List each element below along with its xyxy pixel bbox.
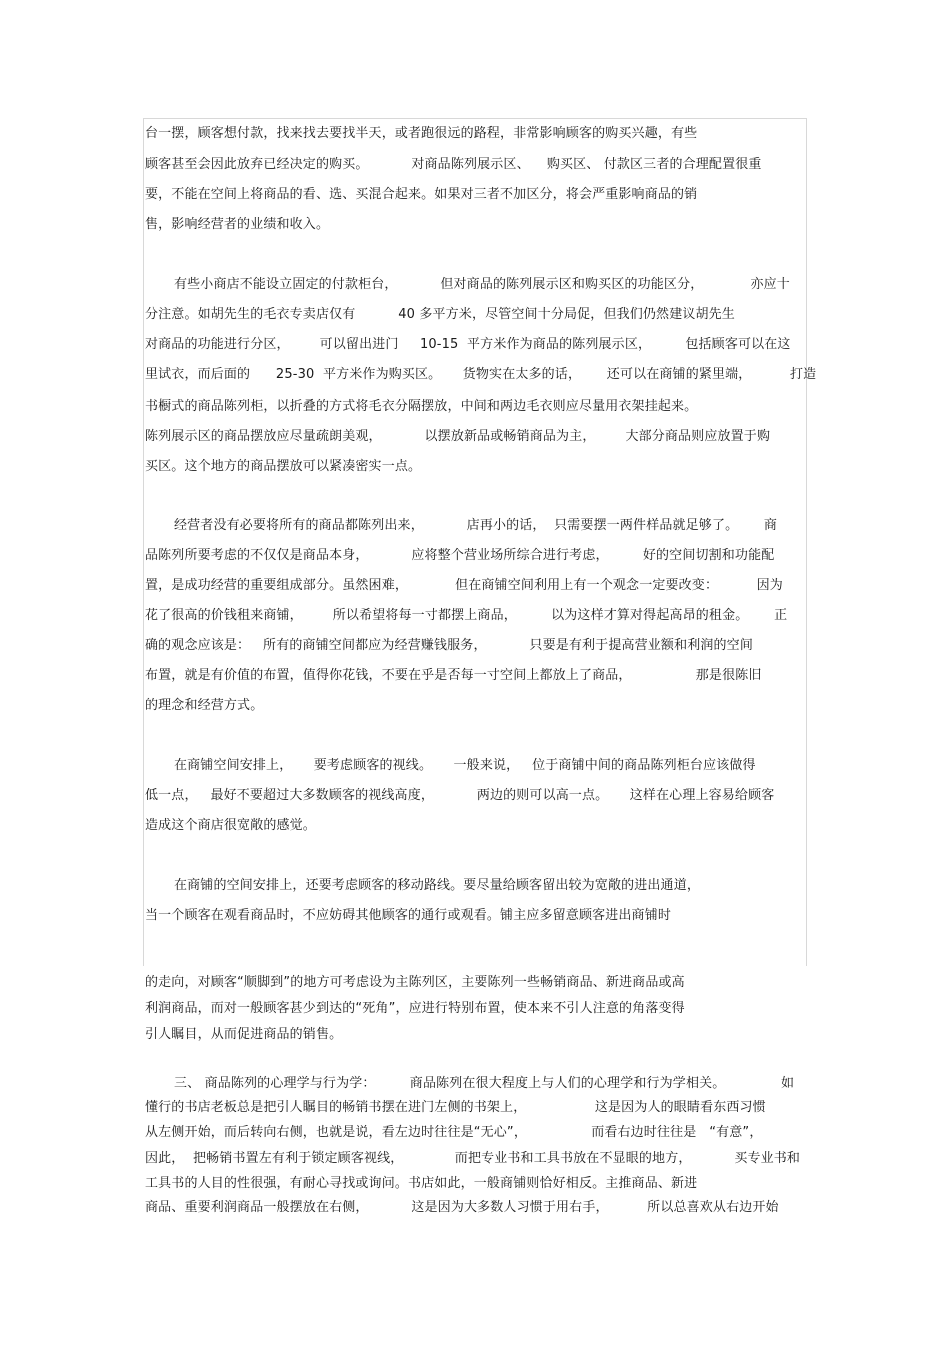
text-line: 品陈列所要考虑的不仅仅是商品本身， 应将整个营业场所综合进行考虑， 好的空间切割和功能配 [145,548,775,563]
text-line: 花了很高的价钱租来商铺， 所以希望将每一寸都摆上商品， 以为这样才算对得起高昂的租金。 正 [145,608,788,623]
paragraph-first-line: 经营者没有必要将所有的商品都陈列出来， 店再小的话， 只需要摆一两件样品就足够了。 商 [174,518,778,533]
text-line: 里试衣，而后面的 25-30 平方米作为购买区。 货物实在太多的话， 还可以在商铺的紧里端， 打造 [145,367,817,382]
page-frame-left-border [143,118,144,966]
text-line: 对商品的功能进行分区， 可以留出进门 10-15 平方米作为商品的陈列展示区， 包括顾客可以在这 [145,337,791,352]
text-line: 商品、重要利润商品一般摆放在右侧， 这是因为大多数人习惯于用右手， 所以总喜欢从右边开始 [145,1200,779,1215]
page-frame-top-border [143,118,807,119]
text-line: 当一个顾客在观看商品时，不应妨碍其他顾客的通行或观看。铺主应多留意顾客进出商铺时 [145,908,672,923]
text-line: 买区。这个地方的商品摆放可以紧凑密实一点。 [145,459,422,474]
text-line: 造成这个商店很宽敞的感觉。 [145,818,316,833]
text-line: 分注意。如胡先生的毛衣专卖店仅有 40 多平方米，尽管空间十分局促，但我们仍然建议胡先生 [145,307,735,322]
paragraph-first-line: 在商铺的空间安排上，还要考虑顾客的移动路线。要尽量给顾客留出较为宽敞的进出通道， [174,878,701,893]
text-line: 确的观念应该是： 所有的商铺空间都应为经营赚钱服务， 只要是有利于提高营业额和利润的空间 [145,638,753,653]
paragraph-first-line: 有些小商店不能设立固定的付款柜台， 但对商品的陈列展示区和购买区的功能区分， 亦应十 [174,277,790,292]
section-heading-line: 三、 商品陈列的心理学与行为学： 商品陈列在很大程度上与人们的心理学和行为学相关。 如 [174,1076,795,1091]
text-line: 懂行的书店老板总是把引人瞩目的畅销书摆在进门左侧的书架上， 这是因为人的眼睛看东西习惯 [145,1100,766,1115]
text-line: 的走向，对顾客“顺脚到”的地方可考虑设为主陈列区，主要陈列一些畅销商品、新进商品或高 [145,975,685,990]
text-line: 置，是成功经营的重要组成部分。虽然困难， 但在商铺空间利用上有一个观念一定要改变： 因为 [145,578,783,593]
page-frame-right-border [806,118,807,966]
text-line: 陈列展示区的商品摆放应尽量疏朗美观， 以摆放新品或畅销商品为主， 大部分商品则应放置于购 [145,429,771,444]
text-line: 利润商品，而对一般顾客甚少到达的“死角”，应进行特别布置，使本来不引人注意的角落变得 [145,1001,685,1016]
text-line: 从左侧开始，而后转向右侧，也就是说，看左边时往往是“无心”， 而看右边时往往是 “有意”， [145,1125,763,1140]
text-line: 引人瞩目，从而促进商品的销售。 [145,1027,343,1042]
text-line: 台一摆，顾客想付款，找来找去要找半天，或者跑很远的路程，非常影响顾客的购买兴趣，有些 [145,126,698,141]
text-line: 顾客甚至会因此放弃已经决定的购买。 对商品陈列展示区、 购买区、 付款区三者的合理配置很重 [145,157,762,172]
text-line: 工具书的人目的性很强，有耐心寻找或询问。书店如此，一般商铺则恰好相反。主推商品、新进 [145,1176,698,1191]
paragraph-first-line: 在商铺空间安排上， 要考虑顾客的视线。 一般来说， 位于商铺中间的商品陈列柜台应该做得 [174,758,756,773]
text-line: 低一点， 最好不要超过大多数顾客的视线高度， 两边的则可以高一点。 这样在心理上容易给顾客 [145,788,775,803]
text-line: 书橱式的商品陈列柜，以折叠的方式将毛衣分隔摆放，中间和两边毛衣则应尽量用衣架挂起来。 [145,399,698,414]
text-line: 因此， 把畅销书置左有利于锁定顾客视线， 而把专业书和工具书放在不显眼的地方， 买专业书和 [145,1151,801,1166]
text-line: 要，不能在空间上将商品的看、选、买混合起来。如果对三者不加区分，将会严重影响商品的销 [145,187,698,202]
text-line: 布置，就是有价值的布置，值得你花钱，不要在乎是否每一寸空间上都放上了商品， 那是很陈旧 [145,668,762,683]
text-line: 的理念和经营方式。 [145,698,264,713]
text-line: 售，影响经营者的业绩和收入。 [145,217,330,232]
